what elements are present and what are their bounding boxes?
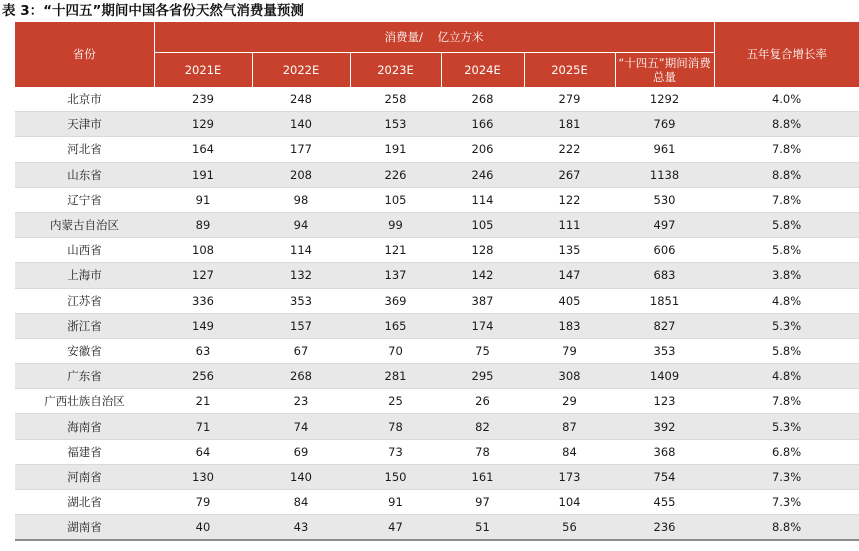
cell-2022: 23 — [252, 389, 350, 414]
header-consumption-group: 消费量/ 亿立方米 — [154, 22, 714, 53]
cell-province: 安徽省 — [15, 338, 154, 363]
table-body — [15, 87, 859, 540]
cell-2025: 135 — [524, 238, 615, 263]
table-row — [15, 490, 859, 515]
table-row — [15, 87, 859, 112]
cell-2024: 128 — [441, 238, 524, 263]
header-total-line1: “十四五”期间消费 — [618, 56, 711, 70]
cell-province: 广东省 — [15, 364, 154, 389]
cell-2021: 191 — [154, 162, 252, 187]
cell-total: 530 — [615, 187, 714, 212]
cell-2022: 43 — [252, 515, 350, 541]
cell-total: 683 — [615, 263, 714, 288]
cell-2022: 157 — [252, 313, 350, 338]
cell-total: 236 — [615, 515, 714, 541]
cell-2022: 98 — [252, 187, 350, 212]
cell-province: 山东省 — [15, 162, 154, 187]
cell-total: 754 — [615, 464, 714, 489]
table-row — [15, 515, 859, 541]
cell-province: 上海市 — [15, 263, 154, 288]
cell-2023: 153 — [350, 112, 441, 137]
table-row — [15, 162, 859, 187]
cell-2022: 69 — [252, 439, 350, 464]
cell-cagr: 5.3% — [714, 414, 859, 439]
cell-2021: 129 — [154, 112, 252, 137]
cell-2024: 387 — [441, 288, 524, 313]
cell-2021: 336 — [154, 288, 252, 313]
table-row — [15, 187, 859, 212]
cell-2022: 177 — [252, 137, 350, 162]
cell-cagr: 7.8% — [714, 389, 859, 414]
cell-cagr: 8.8% — [714, 162, 859, 187]
consumption-forecast-table — [15, 22, 859, 541]
cell-2022: 268 — [252, 364, 350, 389]
cell-2024: 295 — [441, 364, 524, 389]
cell-2025: 111 — [524, 212, 615, 237]
cell-2022: 84 — [252, 490, 350, 515]
cell-province: 广西壮族自治区 — [15, 389, 154, 414]
cell-2024: 105 — [441, 212, 524, 237]
header-total — [615, 53, 714, 88]
table-row — [15, 439, 859, 464]
cell-total: 353 — [615, 338, 714, 363]
table-row — [15, 338, 859, 363]
cell-2022: 140 — [252, 112, 350, 137]
cell-2023: 137 — [350, 263, 441, 288]
cell-2023: 91 — [350, 490, 441, 515]
table-row — [15, 364, 859, 389]
cell-province: 福建省 — [15, 439, 154, 464]
cell-2022: 140 — [252, 464, 350, 489]
header-cagr: 五年复合增长率 — [714, 22, 859, 87]
cell-2025: 173 — [524, 464, 615, 489]
cell-cagr: 8.8% — [714, 112, 859, 137]
cell-2022: 74 — [252, 414, 350, 439]
cell-2021: 63 — [154, 338, 252, 363]
cell-2024: 206 — [441, 137, 524, 162]
cell-2021: 256 — [154, 364, 252, 389]
cell-2021: 21 — [154, 389, 252, 414]
cell-province: 天津市 — [15, 112, 154, 137]
table-row — [15, 414, 859, 439]
cell-2021: 79 — [154, 490, 252, 515]
header-year-2025: 2025E — [524, 53, 615, 88]
cell-2025: 104 — [524, 490, 615, 515]
cell-total: 769 — [615, 112, 714, 137]
table-title: 表 3：“十四五”期间中国各省份天然气消费量预测 — [2, 3, 304, 19]
cell-2021: 239 — [154, 87, 252, 112]
cell-2025: 279 — [524, 87, 615, 112]
cell-2021: 130 — [154, 464, 252, 489]
cell-2025: 84 — [524, 439, 615, 464]
cell-2023: 99 — [350, 212, 441, 237]
cell-2021: 91 — [154, 187, 252, 212]
cell-2024: 51 — [441, 515, 524, 541]
cell-2023: 281 — [350, 364, 441, 389]
header-province: 省份 — [15, 22, 154, 87]
cell-province: 湖北省 — [15, 490, 154, 515]
cell-2021: 164 — [154, 137, 252, 162]
cell-2022: 208 — [252, 162, 350, 187]
cell-2023: 105 — [350, 187, 441, 212]
cell-total: 606 — [615, 238, 714, 263]
cell-total: 455 — [615, 490, 714, 515]
cell-2025: 87 — [524, 414, 615, 439]
cell-2023: 258 — [350, 87, 441, 112]
cell-province: 山西省 — [15, 238, 154, 263]
cell-total: 1138 — [615, 162, 714, 187]
cell-cagr: 4.8% — [714, 288, 859, 313]
cell-2021: 149 — [154, 313, 252, 338]
cell-2021: 40 — [154, 515, 252, 541]
cell-2021: 108 — [154, 238, 252, 263]
cell-2024: 78 — [441, 439, 524, 464]
cell-2023: 73 — [350, 439, 441, 464]
table-row — [15, 389, 859, 414]
cell-2023: 25 — [350, 389, 441, 414]
header-year-2022: 2022E — [252, 53, 350, 88]
cell-total: 1292 — [615, 87, 714, 112]
cell-cagr: 4.8% — [714, 364, 859, 389]
cell-cagr: 7.8% — [714, 187, 859, 212]
table-row — [15, 212, 859, 237]
cell-cagr: 7.3% — [714, 490, 859, 515]
cell-province: 内蒙古自治区 — [15, 212, 154, 237]
cell-2023: 70 — [350, 338, 441, 363]
cell-total: 368 — [615, 439, 714, 464]
cell-2025: 147 — [524, 263, 615, 288]
cell-cagr: 7.3% — [714, 464, 859, 489]
cell-total: 392 — [615, 414, 714, 439]
cell-total: 827 — [615, 313, 714, 338]
cell-2024: 75 — [441, 338, 524, 363]
cell-2022: 67 — [252, 338, 350, 363]
cell-2025: 405 — [524, 288, 615, 313]
cell-2021: 64 — [154, 439, 252, 464]
table-row — [15, 238, 859, 263]
cell-2024: 97 — [441, 490, 524, 515]
cell-2023: 47 — [350, 515, 441, 541]
cell-2024: 166 — [441, 112, 524, 137]
cell-total: 961 — [615, 137, 714, 162]
cell-2025: 308 — [524, 364, 615, 389]
cell-total: 1409 — [615, 364, 714, 389]
cell-2025: 79 — [524, 338, 615, 363]
cell-2025: 183 — [524, 313, 615, 338]
cell-province: 江苏省 — [15, 288, 154, 313]
cell-2021: 89 — [154, 212, 252, 237]
cell-2022: 94 — [252, 212, 350, 237]
cell-2024: 161 — [441, 464, 524, 489]
cell-province: 河南省 — [15, 464, 154, 489]
cell-2024: 26 — [441, 389, 524, 414]
cell-2024: 246 — [441, 162, 524, 187]
table-row — [15, 313, 859, 338]
cell-cagr: 8.8% — [714, 515, 859, 541]
header-total-line2: 总量 — [653, 70, 677, 84]
cell-total: 1851 — [615, 288, 714, 313]
cell-2022: 114 — [252, 238, 350, 263]
cell-cagr: 5.8% — [714, 338, 859, 363]
cell-2024: 82 — [441, 414, 524, 439]
table-row — [15, 464, 859, 489]
cell-cagr: 5.8% — [714, 238, 859, 263]
cell-2023: 191 — [350, 137, 441, 162]
cell-province: 湖南省 — [15, 515, 154, 541]
cell-2024: 174 — [441, 313, 524, 338]
cell-2023: 121 — [350, 238, 441, 263]
header-year-2021: 2021E — [154, 53, 252, 88]
cell-2023: 369 — [350, 288, 441, 313]
cell-2022: 353 — [252, 288, 350, 313]
cell-2023: 150 — [350, 464, 441, 489]
cell-2024: 142 — [441, 263, 524, 288]
cell-2023: 226 — [350, 162, 441, 187]
cell-2022: 248 — [252, 87, 350, 112]
table-row — [15, 112, 859, 137]
cell-2025: 181 — [524, 112, 615, 137]
cell-2021: 127 — [154, 263, 252, 288]
cell-total: 123 — [615, 389, 714, 414]
cell-cagr: 3.8% — [714, 263, 859, 288]
cell-cagr: 4.0% — [714, 87, 859, 112]
header-year-2023: 2023E — [350, 53, 441, 88]
cell-2025: 122 — [524, 187, 615, 212]
cell-cagr: 6.8% — [714, 439, 859, 464]
table-row — [15, 263, 859, 288]
table-row — [15, 288, 859, 313]
cell-2023: 78 — [350, 414, 441, 439]
header-year-2024: 2024E — [441, 53, 524, 88]
cell-province: 河北省 — [15, 137, 154, 162]
cell-2022: 132 — [252, 263, 350, 288]
cell-2024: 114 — [441, 187, 524, 212]
cell-cagr: 5.3% — [714, 313, 859, 338]
cell-2025: 267 — [524, 162, 615, 187]
cell-2025: 29 — [524, 389, 615, 414]
cell-province: 海南省 — [15, 414, 154, 439]
cell-cagr: 7.8% — [714, 137, 859, 162]
cell-2023: 165 — [350, 313, 441, 338]
cell-2024: 268 — [441, 87, 524, 112]
cell-2025: 56 — [524, 515, 615, 541]
cell-province: 浙江省 — [15, 313, 154, 338]
cell-province: 北京市 — [15, 87, 154, 112]
cell-total: 497 — [615, 212, 714, 237]
table-row — [15, 137, 859, 162]
cell-cagr: 5.8% — [714, 212, 859, 237]
cell-2021: 71 — [154, 414, 252, 439]
cell-province: 辽宁省 — [15, 187, 154, 212]
cell-2025: 222 — [524, 137, 615, 162]
